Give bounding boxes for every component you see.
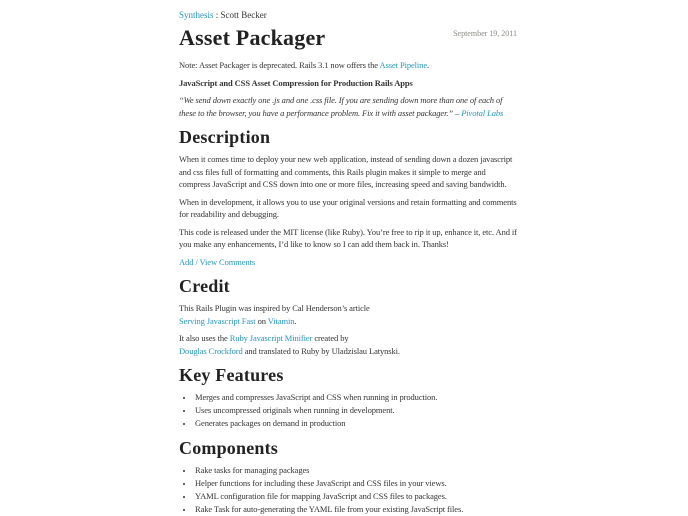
post-date: September 19, 2011 [453,29,517,38]
components-heading: Components [179,437,279,458]
pivotal-labs-link[interactable]: Pivotal Labs [461,107,504,118]
site-header [179,9,517,21]
site-title-link[interactable]: Synthesis [179,10,214,20]
page-title: Asset Packager [179,25,326,50]
add-view-comments-link[interactable]: Add / View Comments [179,256,256,267]
list-item: • Generates packages on demand in production [194,417,517,430]
douglas-crockford-link[interactable]: Douglas Crockford [179,345,243,356]
credit-heading: Credit [179,276,230,296]
credit-text: . [294,315,297,326]
credit-paragraph-2 [179,332,517,357]
key-features-list [179,391,517,430]
title-row [179,26,517,50]
comments-row [179,256,517,269]
description-heading: Description [179,127,271,147]
header-separator: : [213,10,221,20]
list-item: • YAML configuration file for mapping JavaScript and CSS files to packages. [194,490,517,503]
description-paragraph-1: When it comes time to deploy your new web application, instead of sending down a dozen javascript and css files full of formatting and comments, this Rails plugin makes it simple to merge and compress JavaScript and CSS down into one or more files, increasing speed and saving bandwidth. [179,154,513,189]
note-text: Note: Asset Packager is deprecated. Rails 3.1 now offers the [179,60,380,70]
ruby-javascript-minifier-link[interactable]: Ruby Javascript Minifier [229,333,313,343]
credit-text: on [255,315,268,326]
deprecation-note [179,59,517,72]
components-list [179,464,517,516]
credit-text: It also uses the [179,333,230,343]
credit-text: This Rails Plugin was inspired by Cal Henderson’s article [179,303,370,313]
pull-quote [179,94,517,119]
key-features-heading: Key Features [179,365,284,385]
credit-text: created by [312,333,349,343]
credit-paragraph-1 [179,302,517,327]
note-text-end: . [427,60,430,70]
list-item: • Merges and compresses JavaScript and CSS when running in production. [194,391,517,404]
credit-text: and translated to Ruby by Uladzislau Latynski. [242,345,400,356]
tagline: JavaScript and CSS Asset Compression for Production Rails Apps [179,77,413,88]
quote-text: “We send down exactly one .js and one .css file. If you are sending down more than one of each of these to the browser, you have a performance problem. Fix it with asset packager.” – [179,95,503,118]
description-paragraph-2: When in development, it allows you to use your original versions and retain formatting and comments for readability and debugging. [179,196,517,219]
list-item: • Helper functions for including these JavaScript and CSS files in your views. [194,477,517,490]
author-name: Scott Becker [220,10,267,20]
vitamin-link[interactable]: Vitamin [267,315,295,326]
list-item: • Rake tasks for managing packages [194,464,517,477]
description-paragraph-3: This code is released under the MIT license (like Ruby). You’re free to rip it up, enhance it, etc. And if you make any enhancements, I’d like to know so I can add them back in. Thanks! [179,226,517,249]
list-item: • Uses uncompressed originals when running in development. [194,404,517,417]
serving-javascript-fast-link[interactable]: Serving Javascript Fast [179,315,256,326]
article-page [179,0,517,515]
list-item: • Rake Task for auto-generating the YAML file from your existing JavaScript files. [194,503,517,516]
asset-pipeline-link[interactable]: Asset Pipeline [379,60,428,70]
